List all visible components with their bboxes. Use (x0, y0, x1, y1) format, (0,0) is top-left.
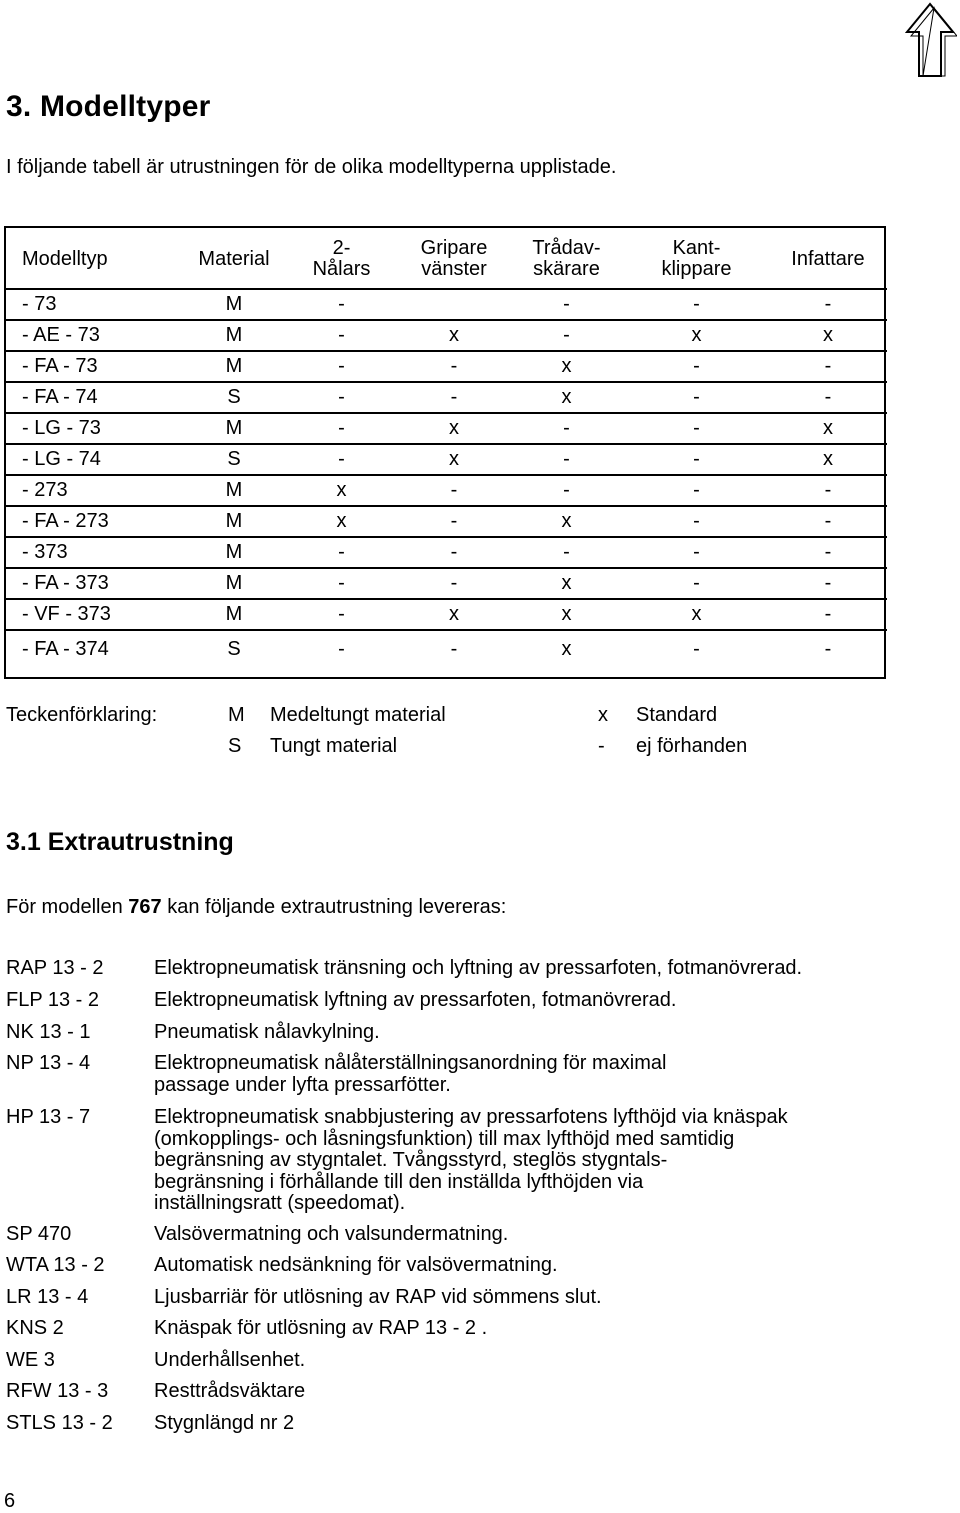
accessory-code: KNS 2 (6, 1317, 64, 1339)
table-cell: x (284, 475, 399, 506)
legend-symbol: M (228, 704, 245, 726)
table-cell: x (769, 413, 887, 444)
accessory-code: RAP 13 - 2 (6, 957, 104, 979)
table-cell: - (624, 413, 769, 444)
accessory-description: Automatisk nedsänkning för valsövermatning. (154, 1254, 558, 1276)
table-cell: x (509, 568, 624, 599)
accessory-code: WTA 13 - 2 (6, 1254, 105, 1276)
table-cell: - (769, 289, 887, 320)
accessory-description: Pneumatisk nålavkylning. (154, 1021, 380, 1043)
table-cell: - (509, 320, 624, 351)
table-cell: - (509, 289, 624, 320)
table-cell: - (624, 475, 769, 506)
accessory-description: Elektropneumatisk lyftning av pressarfoten, fotmanövrerad. (154, 989, 677, 1011)
accessory-description: Elektropneumatisk nålåterställningsanordning för maximal passage under lyfta pressarfötter. (154, 1052, 667, 1096)
table-cell: M (184, 537, 284, 568)
table-cell: x (399, 413, 509, 444)
column-header: 2- Nålars (284, 226, 399, 289)
table-cell: x (284, 506, 399, 537)
table-cell: S (227, 637, 241, 660)
legend-text: Medeltungt material (270, 704, 446, 726)
accessory-description: Ljusbarriär för utlösning av RAP vid sömmens slut. (154, 1286, 602, 1308)
table-row (4, 413, 887, 444)
table-cell: - (769, 568, 887, 599)
section-intro: I följande tabell är utrustningen för de olika modelltyperna upplistade. (6, 156, 617, 178)
model-cell: - 373 (4, 537, 184, 568)
table-cell: M (184, 351, 284, 382)
legend-symbol: S (228, 735, 242, 757)
accessory-description: Elektropneumatisk snabbjustering av pressarfotens lyfthöjd via knäspak (omkopplings- och låsningsfunktion) till max lyfthöjd med samtidig begränsning av stygntalet. Tvångsstyrd, steglös stygntals- begränsning i förhållande till den inställda lyfthöjden via inställningsratt (speedomat). (154, 1106, 788, 1214)
model-cell: - LG - 73 (4, 413, 184, 444)
table-body (4, 289, 887, 667)
model-cell: - FA - 74 (4, 382, 184, 413)
accessory-code: SP 470 (6, 1223, 72, 1245)
table-cell: - (284, 599, 399, 630)
accessory-code: RFW 13 - 3 (6, 1380, 109, 1402)
arrow-up-icon[interactable] (903, 2, 957, 78)
table-row (4, 568, 887, 599)
page-number: 6 (4, 1490, 16, 1512)
accessory-description: Resttrådsväktare (154, 1380, 306, 1402)
table-row (4, 351, 887, 382)
model-table (4, 226, 887, 667)
table-cell: x (399, 320, 509, 351)
table-cell: - (769, 506, 887, 537)
table-cell: M (184, 599, 284, 630)
table-cell: x (509, 506, 624, 537)
model-cell: - LG - 74 (4, 444, 184, 475)
table-cell: x (509, 382, 624, 413)
table-row (4, 630, 887, 667)
table-cell: x (561, 637, 572, 660)
accessory-code: FLP 13 - 2 (6, 989, 100, 1011)
table-cell: - (624, 351, 769, 382)
table-cell (399, 289, 509, 320)
table-cell: x (769, 320, 887, 351)
table-row (4, 320, 887, 351)
accessory-description: Valsövermatning och valsundermatning. (154, 1223, 509, 1245)
table-cell: - (399, 382, 509, 413)
table-cell: - (624, 568, 769, 599)
subsection-title: 3.1 Extrautrustning (6, 828, 234, 856)
table-cell: - (284, 351, 399, 382)
table-row (4, 537, 887, 568)
model-cell: - FA - 273 (4, 506, 184, 537)
model-cell: - VF - 373 (4, 599, 184, 630)
table-cell: - (284, 568, 399, 599)
table-cell: - (284, 537, 399, 568)
table-row (4, 475, 887, 506)
table-row (4, 599, 887, 630)
table-cell: - (509, 444, 624, 475)
accessory-description: Stygnlängd nr 2 (154, 1412, 295, 1434)
table-cell: - (624, 537, 769, 568)
model-cell: - 273 (4, 475, 184, 506)
table-cell: S (184, 444, 284, 475)
table-cell: - (769, 351, 887, 382)
column-header: Trådav- skärare (509, 226, 624, 289)
table-cell: S (184, 382, 284, 413)
table-cell: M (184, 320, 284, 351)
table-row (4, 506, 887, 537)
model-number: 767 (128, 896, 162, 918)
table-cell: - (624, 444, 769, 475)
table-cell: - (399, 537, 509, 568)
table-cell: - (624, 506, 769, 537)
column-header: Gripare vänster (399, 226, 509, 289)
table-cell: M (184, 506, 284, 537)
model-cell: - 73 (4, 289, 184, 320)
table-cell: - (509, 537, 624, 568)
table-cell: - (624, 289, 769, 320)
table-cell: - (769, 382, 887, 413)
table-cell: x (769, 444, 887, 475)
subsection-intro: För modellen 767 kan följande extrautrustning levereras: (6, 896, 507, 918)
table-cell: - (693, 637, 700, 660)
legend-symbol: x (598, 704, 608, 726)
table-cell: x (509, 599, 624, 630)
table-cell: - (450, 637, 458, 660)
table-cell: - (399, 568, 509, 599)
table-cell: - (769, 599, 887, 630)
accessory-description: Elektropneumatisk tränsning och lyftning av pressarfoten, fotmanövrerad. (154, 957, 803, 979)
legend-symbol: - (598, 735, 605, 757)
table-cell: - (824, 637, 832, 660)
table-cell: - (399, 506, 509, 537)
model-cell: - FA - 374 (22, 637, 109, 660)
table-cell: - (509, 475, 624, 506)
table-cell: - (284, 289, 399, 320)
table-header-row (4, 226, 887, 289)
column-header: Infattare (769, 226, 887, 289)
legend-text: Tungt material (270, 735, 398, 757)
table-row (4, 444, 887, 475)
accessory-description: Knäspak för utlösning av RAP 13 - 2 . (154, 1317, 488, 1339)
table-cell: x (509, 351, 624, 382)
accessory-code: STLS 13 - 2 (6, 1412, 113, 1434)
table-cell: - (284, 382, 399, 413)
accessory-code: HP 13 - 7 (6, 1106, 91, 1128)
table-cell: M (184, 289, 284, 320)
table-cell: - (399, 475, 509, 506)
column-header: Material (184, 226, 284, 289)
accessory-code: LR 13 - 4 (6, 1286, 89, 1308)
column-header: Modelltyp (4, 226, 184, 289)
legend-text: ej förhanden (636, 735, 748, 757)
table-row (4, 289, 887, 320)
table-cell: x (399, 599, 509, 630)
table-cell: - (769, 475, 887, 506)
section-title: 3. Modelltyper (6, 90, 211, 123)
table-cell: - (769, 537, 887, 568)
table-cell: x (624, 320, 769, 351)
legend-label: Teckenförklaring: (6, 704, 158, 726)
table-cell: x (399, 444, 509, 475)
model-cell: - AE - 73 (4, 320, 184, 351)
table-row (4, 382, 887, 413)
table-cell: - (399, 351, 509, 382)
accessory-code: NK 13 - 1 (6, 1021, 91, 1043)
table-cell: - (284, 444, 399, 475)
table-cell: M (184, 413, 284, 444)
table-cell: - (338, 637, 345, 660)
accessory-description: Underhållsenhet. (154, 1349, 306, 1371)
table-cell: - (624, 382, 769, 413)
model-cell: - FA - 373 (4, 568, 184, 599)
table-cell: M (184, 568, 284, 599)
table-cell: M (184, 475, 284, 506)
table-cell: - (284, 413, 399, 444)
accessory-code: WE 3 (6, 1349, 55, 1371)
table-cell: x (624, 599, 769, 630)
table-cell: - (509, 413, 624, 444)
table-cell: - (284, 320, 399, 351)
legend-text: Standard (636, 704, 718, 726)
column-header: Kant- klippare (624, 226, 769, 289)
accessory-code: NP 13 - 4 (6, 1052, 91, 1074)
model-cell: - FA - 73 (4, 351, 184, 382)
